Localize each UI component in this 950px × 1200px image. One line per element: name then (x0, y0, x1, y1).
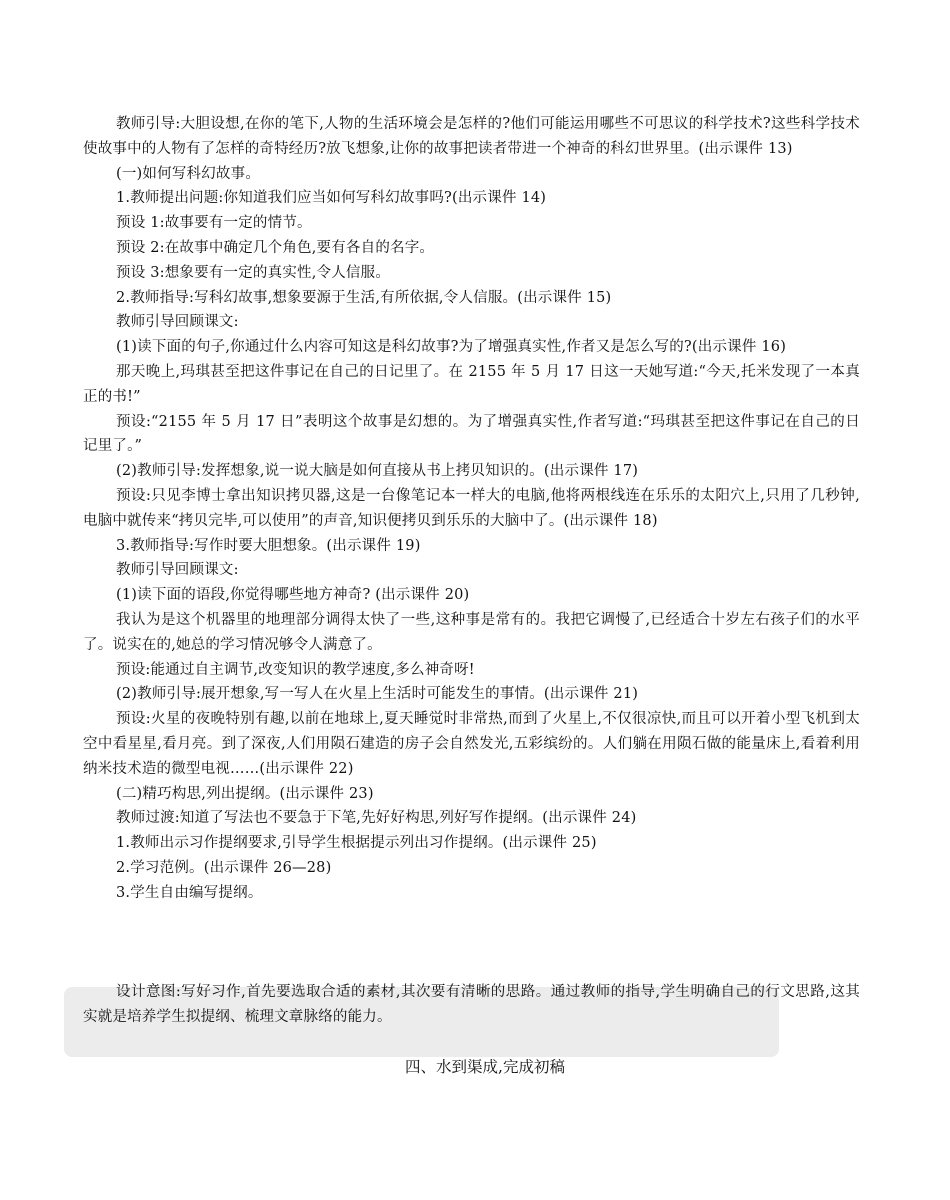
paragraph: 2.教师指导:写科幻故事,想象要源于生活,有所依据,令人信服。(出示课件 15) (116, 289, 612, 306)
paragraph: 3.教师指导:写作时要大胆想象。(出示课件 19) (116, 537, 421, 554)
paragraph: 预设 1:故事要有一定的情节。 (116, 215, 312, 232)
paragraph: 我认为是这个机器里的地理部分调得太快了一些,这种事是常有的。我把它调慢了,已经适合十岁左右孩子们的水平了。说实在的,她总的学习情况够令人满意了。 (83, 611, 860, 653)
paragraph: (1)读下面的语段,你觉得哪些地方神奇? (出示课件 20) (116, 587, 470, 604)
paragraph: (2)教师引导:发挥想象,说一说大脑是如何直接从书上拷贝知识的。(出示课件 17) (116, 463, 639, 480)
paragraph: 预设:只见李博士拿出知识拷贝器,这是一台像笔记本一样大的电脑,他将两根线连在乐乐的太阳穴上,只用了几秒钟,电脑中就传来“拷贝完毕,可以使用”的声音,知识便拷贝到乐乐的大脑中了。(出示课件 18) (83, 487, 860, 529)
paragraph: (2)教师引导:展开想象,写一写人在火星上生活时可能发生的事情。(出示课件 21) (116, 686, 639, 703)
paragraph: 预设 3:想象要有一定的真实性,令人信服。 (116, 264, 391, 281)
paragraph: 预设:“2155 年 5 月 17 日”表明这个故事是幻想的。为了增强真实性,作者写道:“玛琪甚至把这件事记在自己的日记里了。” (83, 413, 860, 455)
paragraph: (一)如何写科幻故事。 (116, 165, 261, 182)
paragraph: 教师引导回顾课文: (116, 562, 239, 579)
paragraph: (二)精巧构思,列出提纲。(出示课件 23) (116, 785, 374, 802)
paragraph: 预设:火星的夜晚特别有趣,以前在地球上,夏天睡觉时非常热,而到了火星上,不仅很凉快,而且可以开着小型飞机到太空中看星星,看月亮。到了深夜,人们用陨石建造的房子会自然发光,五彩缤纷的。人们躺在用陨石做的能量床上,看着利用纳米技术造的微型电视……(出示课件 22) (83, 711, 860, 777)
paragraph: 1.教师提出问题:你知道我们应当如何写科幻故事吗?(出示课件 14) (116, 190, 547, 207)
paragraph: 2.学习范例。(出示课件 26—28) (116, 859, 332, 876)
paragraph: 3.学生自由编写提纲。 (116, 884, 263, 901)
paragraph: 教师引导回顾课文: (116, 314, 239, 331)
paragraph: (1)读下面的句子,你通过什么内容可知这是科幻故事?为了增强真实性,作者又是怎么写的?(出示课件 16) (116, 339, 787, 356)
paragraph: 那天晚上,玛琪甚至把这件事记在自己的日记里了。在 2155 年 5 月 17 日这一天她写道:“今天,托米发现了一本真正的书!” (83, 363, 860, 405)
design-intent-text: 设计意图:写好习作,首先要选取合适的素材,其次要有清晰的思路。通过教师的指导,学生明确自己的行文思路,这其实就是培养学生拟提纲、梳理文章脉络的能力。 (83, 984, 860, 1025)
paragraph: 教师引导:大胆设想,在你的笔下,人物的生活环境会是怎样的?他们可能运用哪些不可思议的科学技术?这些科学技术使故事中的人物有了怎样的奇特经历?放飞想象,让你的故事把读者带进一个神奇的科幻世界里。(出示课件 13) (83, 116, 860, 157)
paragraph: 预设 2:在故事中确定几个角色,要有各自的名字。 (116, 239, 435, 256)
paragraph: 教师过渡:知道了写法也不要急于下笔,先好好构思,列好写作提纲。(出示课件 24) (116, 810, 637, 827)
section-heading: 四、水到渠成,完成初稿 (405, 1058, 565, 1076)
lesson-body (83, 112, 860, 906)
paragraph: 预设:能通过自主调节,改变知识的教学速度,多么神奇呀! (116, 661, 475, 678)
paragraph: 1.教师出示习作提纲要求,引导学生根据提示列出习作提纲。(出示课件 25) (116, 835, 597, 852)
